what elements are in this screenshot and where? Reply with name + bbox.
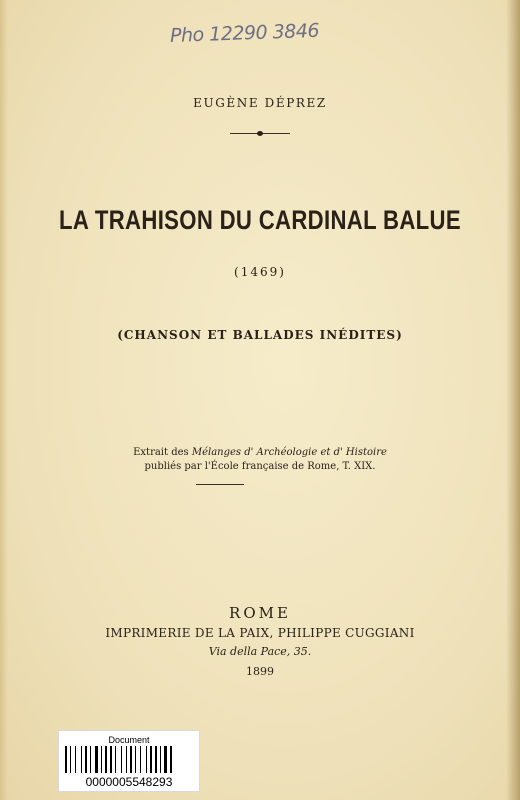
- barcode-heading: Document: [108, 735, 150, 745]
- page-edge-shadow-left: [0, 0, 8, 800]
- page-edge-shadow-right: [506, 0, 520, 800]
- barcode-number: 0000005548293: [85, 775, 173, 789]
- author-name: EUGÈNE DÉPREZ: [193, 96, 327, 110]
- journal-title: Mélanges d' Archéologie et d' Histoire: [191, 447, 387, 458]
- short-rule: [196, 484, 244, 485]
- library-barcode-label: [58, 730, 200, 792]
- book-title: LA TRAHISON DU CARDINAL BALUE: [59, 205, 461, 235]
- barcode-icon: [65, 746, 193, 773]
- title-year: (1469): [234, 265, 286, 279]
- imprint-city: ROME: [229, 604, 291, 622]
- extract-prefix: Extrait des: [133, 447, 189, 458]
- ornament-dot: [257, 131, 263, 136]
- imprint-printer: IMPRIMERIE DE LA PAIX, PHILIPPE CUGGIANI: [105, 626, 415, 640]
- imprint-date: 1899: [246, 665, 274, 678]
- extract-note: [0, 446, 520, 474]
- imprint-address: Via della Pace, 35.: [208, 645, 312, 658]
- extract-note-line-1: [0, 446, 520, 460]
- handwritten-shelfmark: Pho 12290 3846: [169, 19, 320, 47]
- book-subtitle: (CHANSON ET BALLADES INÉDITES): [117, 328, 403, 342]
- extract-note-line-2: publiés par l'École française de Rome, T. XIX.: [144, 461, 376, 472]
- ornament-divider: [230, 131, 290, 137]
